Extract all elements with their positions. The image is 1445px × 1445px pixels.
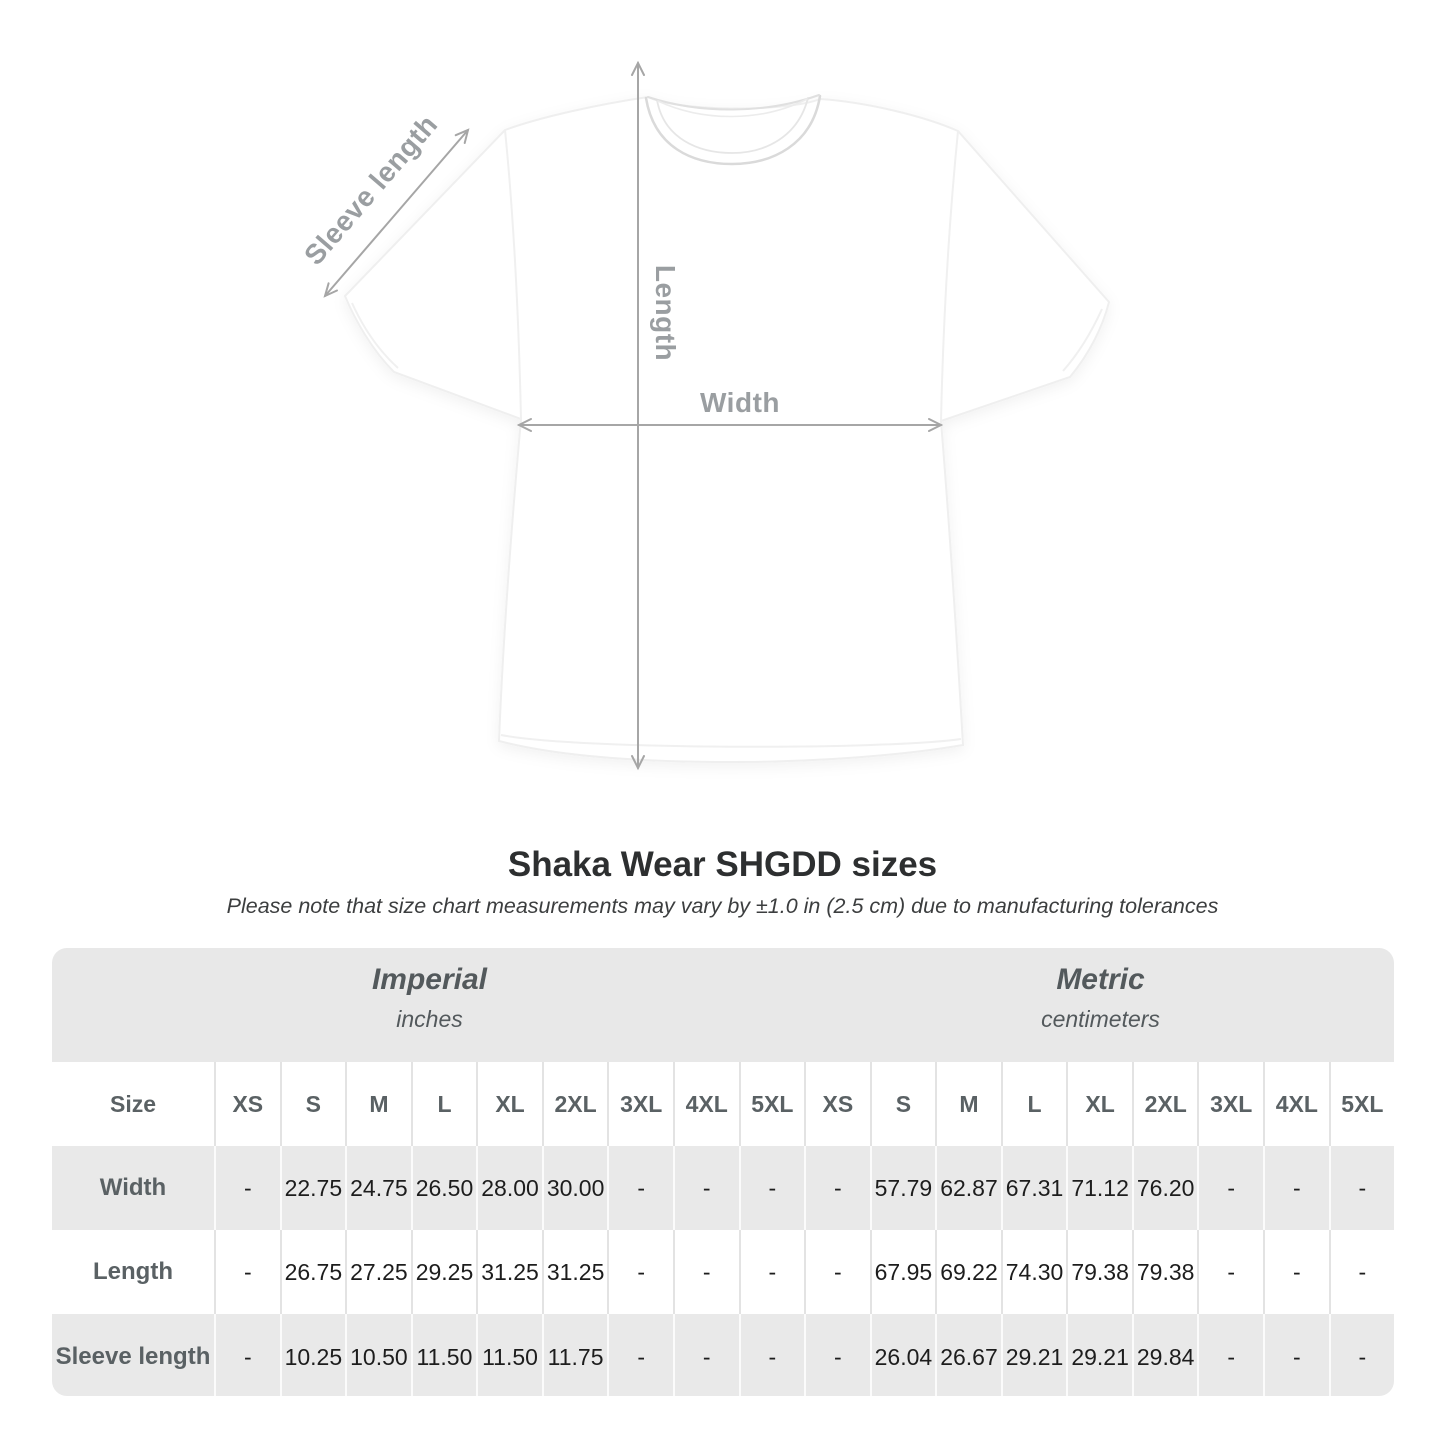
length-label: Length	[650, 264, 681, 362]
metric-section-header	[807, 948, 1394, 1062]
measurement-cell: 11.75	[542, 1314, 608, 1396]
metric-label: Metric	[1056, 963, 1145, 996]
size-header-cell: 5XL	[1329, 1062, 1394, 1146]
measurement-cell: -	[607, 1146, 673, 1230]
measurement-cell: 71.12	[1066, 1146, 1132, 1230]
measurement-cell: 69.22	[935, 1230, 1001, 1314]
measurement-cell: -	[1197, 1230, 1263, 1314]
measurement-cell: -	[673, 1146, 739, 1230]
size-chart-title: Shaka Wear SHGDD sizes	[507, 845, 938, 884]
width-label: Width	[700, 387, 780, 418]
measurement-cell: 28.00	[476, 1146, 542, 1230]
measurement-cell: 10.50	[345, 1314, 411, 1396]
imperial-section-header	[52, 948, 807, 1062]
measurement-cell: 31.25	[476, 1230, 542, 1314]
measurement-cell: 26.75	[280, 1230, 346, 1314]
size-header-cell: XS	[804, 1062, 870, 1146]
measurement-cell: 62.87	[935, 1146, 1001, 1230]
size-header-cell: XS	[214, 1062, 280, 1146]
measurement-cell: -	[1329, 1314, 1394, 1396]
measurement-cell: 11.50	[476, 1314, 542, 1396]
measurement-cell: -	[1263, 1230, 1329, 1314]
measurement-cell: 67.31	[1001, 1146, 1067, 1230]
measurement-cell: -	[804, 1314, 870, 1396]
measurement-cell: -	[804, 1230, 870, 1314]
measurement-cell: -	[1197, 1146, 1263, 1230]
measurement-cell: 29.21	[1001, 1314, 1067, 1396]
measurement-cell: -	[607, 1314, 673, 1396]
measurement-cell: 24.75	[345, 1146, 411, 1230]
measurement-cell: -	[214, 1314, 280, 1396]
size-header-cell: XL	[476, 1062, 542, 1146]
measurement-cell: -	[673, 1230, 739, 1314]
measurement-cell: 26.67	[935, 1314, 1001, 1396]
size-header-cell: L	[411, 1062, 477, 1146]
size-header-cell: 2XL	[1132, 1062, 1198, 1146]
measurement-cell: 30.00	[542, 1146, 608, 1230]
measurement-cell: 79.38	[1132, 1230, 1198, 1314]
measurement-cell: 74.30	[1001, 1230, 1067, 1314]
measurement-cell: 26.04	[870, 1314, 936, 1396]
size-header-row	[52, 1062, 1394, 1146]
unit-band	[52, 948, 1394, 1062]
size-header-cell: 4XL	[1263, 1062, 1329, 1146]
row-label-width: Width	[99, 1174, 167, 1201]
measurement-cell: -	[214, 1146, 280, 1230]
measurement-cell: -	[1197, 1314, 1263, 1396]
size-header-cell: L	[1001, 1062, 1067, 1146]
size-header-cell: 3XL	[607, 1062, 673, 1146]
measurement-cell: 26.50	[411, 1146, 477, 1230]
measurement-cell: 29.21	[1066, 1314, 1132, 1396]
sleeve-length-label: Sleeve length	[298, 108, 444, 271]
measurement-cell: -	[739, 1230, 805, 1314]
measurement-cell: -	[1263, 1314, 1329, 1396]
measurement-cell: 29.25	[411, 1230, 477, 1314]
size-header-cell: XL	[1066, 1062, 1132, 1146]
measurement-cell: -	[1263, 1146, 1329, 1230]
measurement-cell: -	[1329, 1230, 1394, 1314]
size-header-cell: 4XL	[673, 1062, 739, 1146]
imperial-unit-label: inches	[396, 1006, 463, 1032]
measurement-cell: -	[1329, 1146, 1394, 1230]
size-header-cell: M	[935, 1062, 1001, 1146]
measurement-cell: 31.25	[542, 1230, 608, 1314]
row-label-length: Length	[93, 1258, 173, 1285]
tshirt-illustration	[345, 95, 1109, 762]
measurement-cell: -	[739, 1314, 805, 1396]
size-table	[52, 948, 1394, 1396]
measurement-cell: 76.20	[1132, 1146, 1198, 1230]
measurement-cell: 22.75	[280, 1146, 346, 1230]
size-header-cell: 5XL	[739, 1062, 805, 1146]
measurement-cell: 27.25	[345, 1230, 411, 1314]
measurement-cell: -	[673, 1314, 739, 1396]
width-row	[52, 1146, 1394, 1230]
measurement-cell: 11.50	[411, 1314, 477, 1396]
size-header-cell: M	[345, 1062, 411, 1146]
measurement-cell: -	[804, 1146, 870, 1230]
measurement-cell: 67.95	[870, 1230, 936, 1314]
measurement-cell: -	[607, 1230, 673, 1314]
sleeve-length-row	[52, 1314, 1394, 1396]
imperial-label: Imperial	[371, 963, 488, 996]
measurement-cell: -	[214, 1230, 280, 1314]
measurement-cell: 29.84	[1132, 1314, 1198, 1396]
tolerance-note: Please note that size chart measurements may vary by ±1.0 in (2.5 cm) due to manufacturing tolerances	[226, 894, 1219, 918]
size-header-cell: S	[870, 1062, 936, 1146]
measurement-cell: -	[739, 1146, 805, 1230]
measurement-cell: 10.25	[280, 1314, 346, 1396]
size-header-cell: S	[280, 1062, 346, 1146]
size-header-cell: 3XL	[1197, 1062, 1263, 1146]
length-row	[52, 1230, 1394, 1314]
metric-unit-label: centimeters	[1041, 1006, 1160, 1032]
row-label-sleeve-length: Sleeve length	[55, 1343, 211, 1370]
measurement-cell: 79.38	[1066, 1230, 1132, 1314]
measurement-cell: 57.79	[870, 1146, 936, 1230]
size-header-cell: 2XL	[542, 1062, 608, 1146]
size-column-header: Size	[109, 1090, 157, 1117]
